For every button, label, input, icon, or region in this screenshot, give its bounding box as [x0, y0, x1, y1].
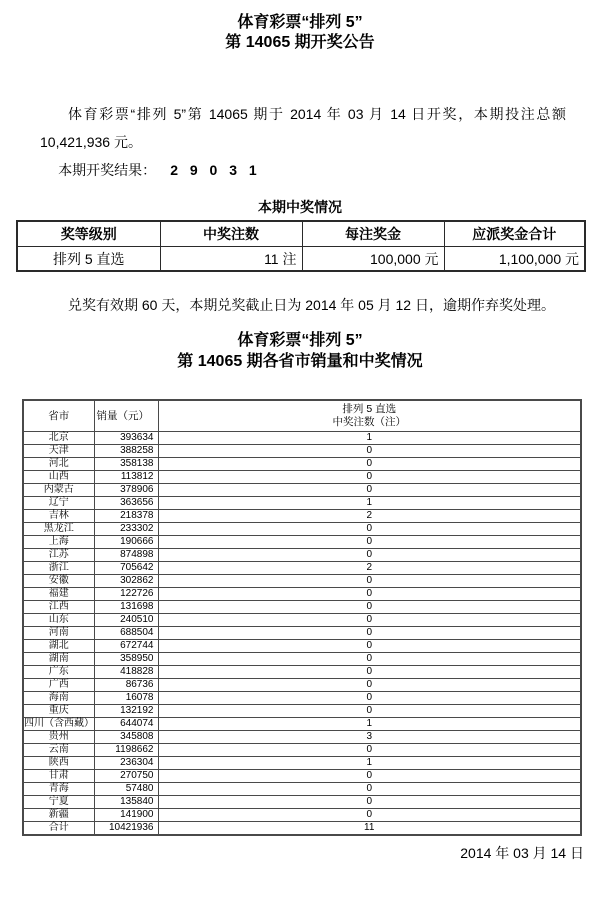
- prize-level-cell: 排列 5 直选: [17, 247, 160, 272]
- win-count-cell: 0: [158, 445, 581, 458]
- province-table-row: [23, 601, 581, 614]
- province-table-row: [23, 796, 581, 809]
- province-name-cell: 青海: [23, 783, 94, 796]
- province-table-row: [23, 445, 581, 458]
- sales-amount-cell: 672744: [94, 640, 158, 653]
- sales-amount-cell: 345808: [94, 731, 158, 744]
- section2-title-line1: 体育彩票“排列 5”: [237, 332, 363, 349]
- province-table-header-row: [23, 400, 581, 432]
- win-count-cell: 0: [158, 653, 581, 666]
- province-name-cell: 山西: [23, 471, 94, 484]
- province-table-row: [23, 666, 581, 679]
- wins-header-cell: [158, 400, 581, 432]
- province-table-row: [23, 770, 581, 783]
- sales-amount-cell: 131698: [94, 601, 158, 614]
- page-title-line2: 第 14065 期开奖公告: [225, 34, 375, 51]
- prize-table-header-count: 中奖注数: [160, 221, 302, 247]
- win-count-cell: 0: [158, 770, 581, 783]
- province-table-row: [23, 536, 581, 549]
- province-table: [22, 399, 582, 836]
- province-table-row: [23, 484, 581, 497]
- province-name-cell: 上海: [23, 536, 94, 549]
- prize-amount-cell: 100,000 元: [302, 247, 444, 272]
- province-table-row: [23, 549, 581, 562]
- win-count-cell: 0: [158, 796, 581, 809]
- province-table-row: [23, 783, 581, 796]
- sales-amount-cell: 132192: [94, 705, 158, 718]
- province-table-row: [23, 627, 581, 640]
- win-count-cell: 1: [158, 497, 581, 510]
- sales-amount-cell: 358950: [94, 653, 158, 666]
- win-count-cell: 0: [158, 614, 581, 627]
- win-count-cell: 2: [158, 562, 581, 575]
- province-name-cell: 山东: [23, 614, 94, 627]
- win-count-cell: 0: [158, 627, 581, 640]
- page-title: [0, 0, 600, 53]
- province-name-cell: 湖北: [23, 640, 94, 653]
- win-count-cell: 0: [158, 744, 581, 757]
- win-count-cell: 0: [158, 523, 581, 536]
- win-count-cell: 3: [158, 731, 581, 744]
- prize-table-header-amount: 每注奖金: [302, 221, 444, 247]
- sales-amount-cell: 358138: [94, 458, 158, 471]
- province-table-row: [23, 705, 581, 718]
- province-name-cell: 四川（含西藏）: [24, 718, 94, 729]
- province-table-row: [23, 523, 581, 536]
- province-table-row: [23, 432, 581, 445]
- win-count-cell: 0: [158, 705, 581, 718]
- sales-amount-cell: 141900: [94, 809, 158, 822]
- win-count-cell: 0: [158, 783, 581, 796]
- win-count-cell: 0: [158, 666, 581, 679]
- prize-table-header-level: 奖等级别: [17, 221, 160, 247]
- sales-amount-cell: 378906: [94, 484, 158, 497]
- section2-title-line2: 第 14065 期各省市销量和中奖情况: [177, 353, 423, 370]
- province-name-cell: 海南: [23, 692, 94, 705]
- province-name-cell: 江西: [23, 601, 94, 614]
- sales-amount-cell: 418828: [94, 666, 158, 679]
- win-count-cell: 1: [158, 718, 581, 731]
- sales-amount-cell: 688504: [94, 627, 158, 640]
- sales-amount-cell: 363656: [94, 497, 158, 510]
- province-name-cell: 福建: [23, 588, 94, 601]
- prize-table-caption: 本期中奖情况: [258, 199, 342, 215]
- win-count-cell: 0: [158, 575, 581, 588]
- prize-table-row: [17, 247, 585, 272]
- province-name-cell: 河北: [23, 458, 94, 471]
- intro-paragraph: 体育彩票“排列 5”第 14065 期于 2014 年 03 月 14 日开奖，本期投注总额 10,421,936 元。: [40, 106, 566, 150]
- province-name-cell: 安徽: [23, 575, 94, 588]
- win-count-cell: 11: [158, 822, 581, 836]
- province-name-cell: 云南: [23, 744, 94, 757]
- province-name-cell: 广东: [23, 666, 94, 679]
- province-table-row: [23, 757, 581, 770]
- sales-amount-cell: 190666: [94, 536, 158, 549]
- win-count-cell: 0: [158, 640, 581, 653]
- prize-table-header-row: [17, 221, 585, 247]
- footer-date: 2014 年 03 月 14 日: [460, 845, 584, 861]
- province-name-cell: 浙江: [23, 562, 94, 575]
- win-count-cell: 0: [158, 601, 581, 614]
- draw-result-line: [40, 156, 566, 184]
- section2-title: [0, 330, 600, 372]
- province-name-cell: 吉林: [23, 510, 94, 523]
- sales-amount-cell: 218378: [94, 510, 158, 523]
- sales-amount-cell: 57480: [94, 783, 158, 796]
- province-table-row: [23, 679, 581, 692]
- sales-amount-cell: 135840: [94, 796, 158, 809]
- province-table-row: [23, 458, 581, 471]
- draw-result-label: 本期开奖结果：: [58, 162, 157, 178]
- sales-amount-cell: 16078: [94, 692, 158, 705]
- wins-header-line2: 中奖注数（注）: [332, 416, 406, 428]
- winning-numbers: 2 9 0 3 1: [170, 162, 261, 178]
- province-name-cell: 湖南: [23, 653, 94, 666]
- province-table-row: [23, 497, 581, 510]
- win-count-cell: 1: [158, 432, 581, 445]
- province-name-cell: 贵州: [23, 731, 94, 744]
- province-name-cell: 重庆: [23, 705, 94, 718]
- sales-amount-cell: 122726: [94, 588, 158, 601]
- sales-amount-cell: 393634: [94, 432, 158, 445]
- province-name-cell: 河南: [23, 627, 94, 640]
- sales-amount-cell: 270750: [94, 770, 158, 783]
- win-count-cell: 0: [158, 679, 581, 692]
- province-table-row: [23, 510, 581, 523]
- prize-count-cell: 11 注: [160, 247, 302, 272]
- province-name-cell: 广西: [23, 679, 94, 692]
- province-table-row: [23, 640, 581, 653]
- province-table-row: [23, 809, 581, 822]
- win-count-cell: 0: [158, 809, 581, 822]
- province-name-cell: 新疆: [23, 809, 94, 822]
- redeem-paragraph: 兑奖有效期 60 天，本期兑奖截止日为 2014 年 05 月 12 日，逾期作弃奖处理。: [68, 297, 555, 313]
- win-count-cell: 0: [158, 471, 581, 484]
- sales-amount-cell: 240510: [94, 614, 158, 627]
- page-title-line1: 体育彩票“排列 5”: [237, 14, 363, 31]
- sales-amount-cell: 874898: [94, 549, 158, 562]
- sales-amount-cell: 10421936: [94, 822, 158, 836]
- province-table-row: [23, 731, 581, 744]
- sales-amount-cell: 113812: [94, 471, 158, 484]
- prize-total-cell: 1,100,000 元: [444, 247, 585, 272]
- province-header-cell: 省市: [23, 400, 94, 432]
- province-name-cell: 内蒙古: [23, 484, 94, 497]
- sales-amount-cell: 644074: [94, 718, 158, 731]
- province-name-cell: 黑龙江: [23, 523, 94, 536]
- sales-amount-cell: 233302: [94, 523, 158, 536]
- province-table-row: [23, 822, 581, 836]
- sales-amount-cell: 302862: [94, 575, 158, 588]
- win-count-cell: 0: [158, 692, 581, 705]
- win-count-cell: 0: [158, 484, 581, 497]
- province-table-row: [23, 653, 581, 666]
- province-name-cell: 甘肃: [23, 770, 94, 783]
- province-name-cell: 北京: [23, 432, 94, 445]
- province-table-row: [23, 562, 581, 575]
- win-count-cell: 1: [158, 757, 581, 770]
- win-count-cell: 0: [158, 536, 581, 549]
- sales-header-cell: 销量（元）: [94, 400, 158, 432]
- province-table-row: [23, 588, 581, 601]
- province-table-row: [23, 692, 581, 705]
- province-name-cell: 宁夏: [23, 796, 94, 809]
- province-name-cell: 辽宁: [23, 497, 94, 510]
- win-count-cell: 0: [158, 549, 581, 562]
- win-count-cell: 2: [158, 510, 581, 523]
- win-count-cell: 0: [158, 458, 581, 471]
- sales-amount-cell: 705642: [94, 562, 158, 575]
- province-name-cell: 天津: [23, 445, 94, 458]
- province-name-cell: 陕西: [23, 757, 94, 770]
- province-name-cell: 江苏: [23, 549, 94, 562]
- prize-table: [16, 220, 586, 272]
- win-count-cell: 0: [158, 588, 581, 601]
- province-table-row: [23, 471, 581, 484]
- prize-table-header-total: 应派奖金合计: [444, 221, 585, 247]
- sales-amount-cell: 1198662: [94, 744, 158, 757]
- province-table-row: [23, 575, 581, 588]
- sales-amount-cell: 388258: [94, 445, 158, 458]
- province-table-row: [23, 744, 581, 757]
- province-name-cell: 合计: [23, 822, 94, 836]
- wins-header-line1: 排列 5 直选: [342, 403, 397, 415]
- province-table-row: [23, 614, 581, 627]
- sales-amount-cell: 86736: [94, 679, 158, 692]
- sales-amount-cell: 236304: [94, 757, 158, 770]
- province-table-row: [23, 718, 581, 731]
